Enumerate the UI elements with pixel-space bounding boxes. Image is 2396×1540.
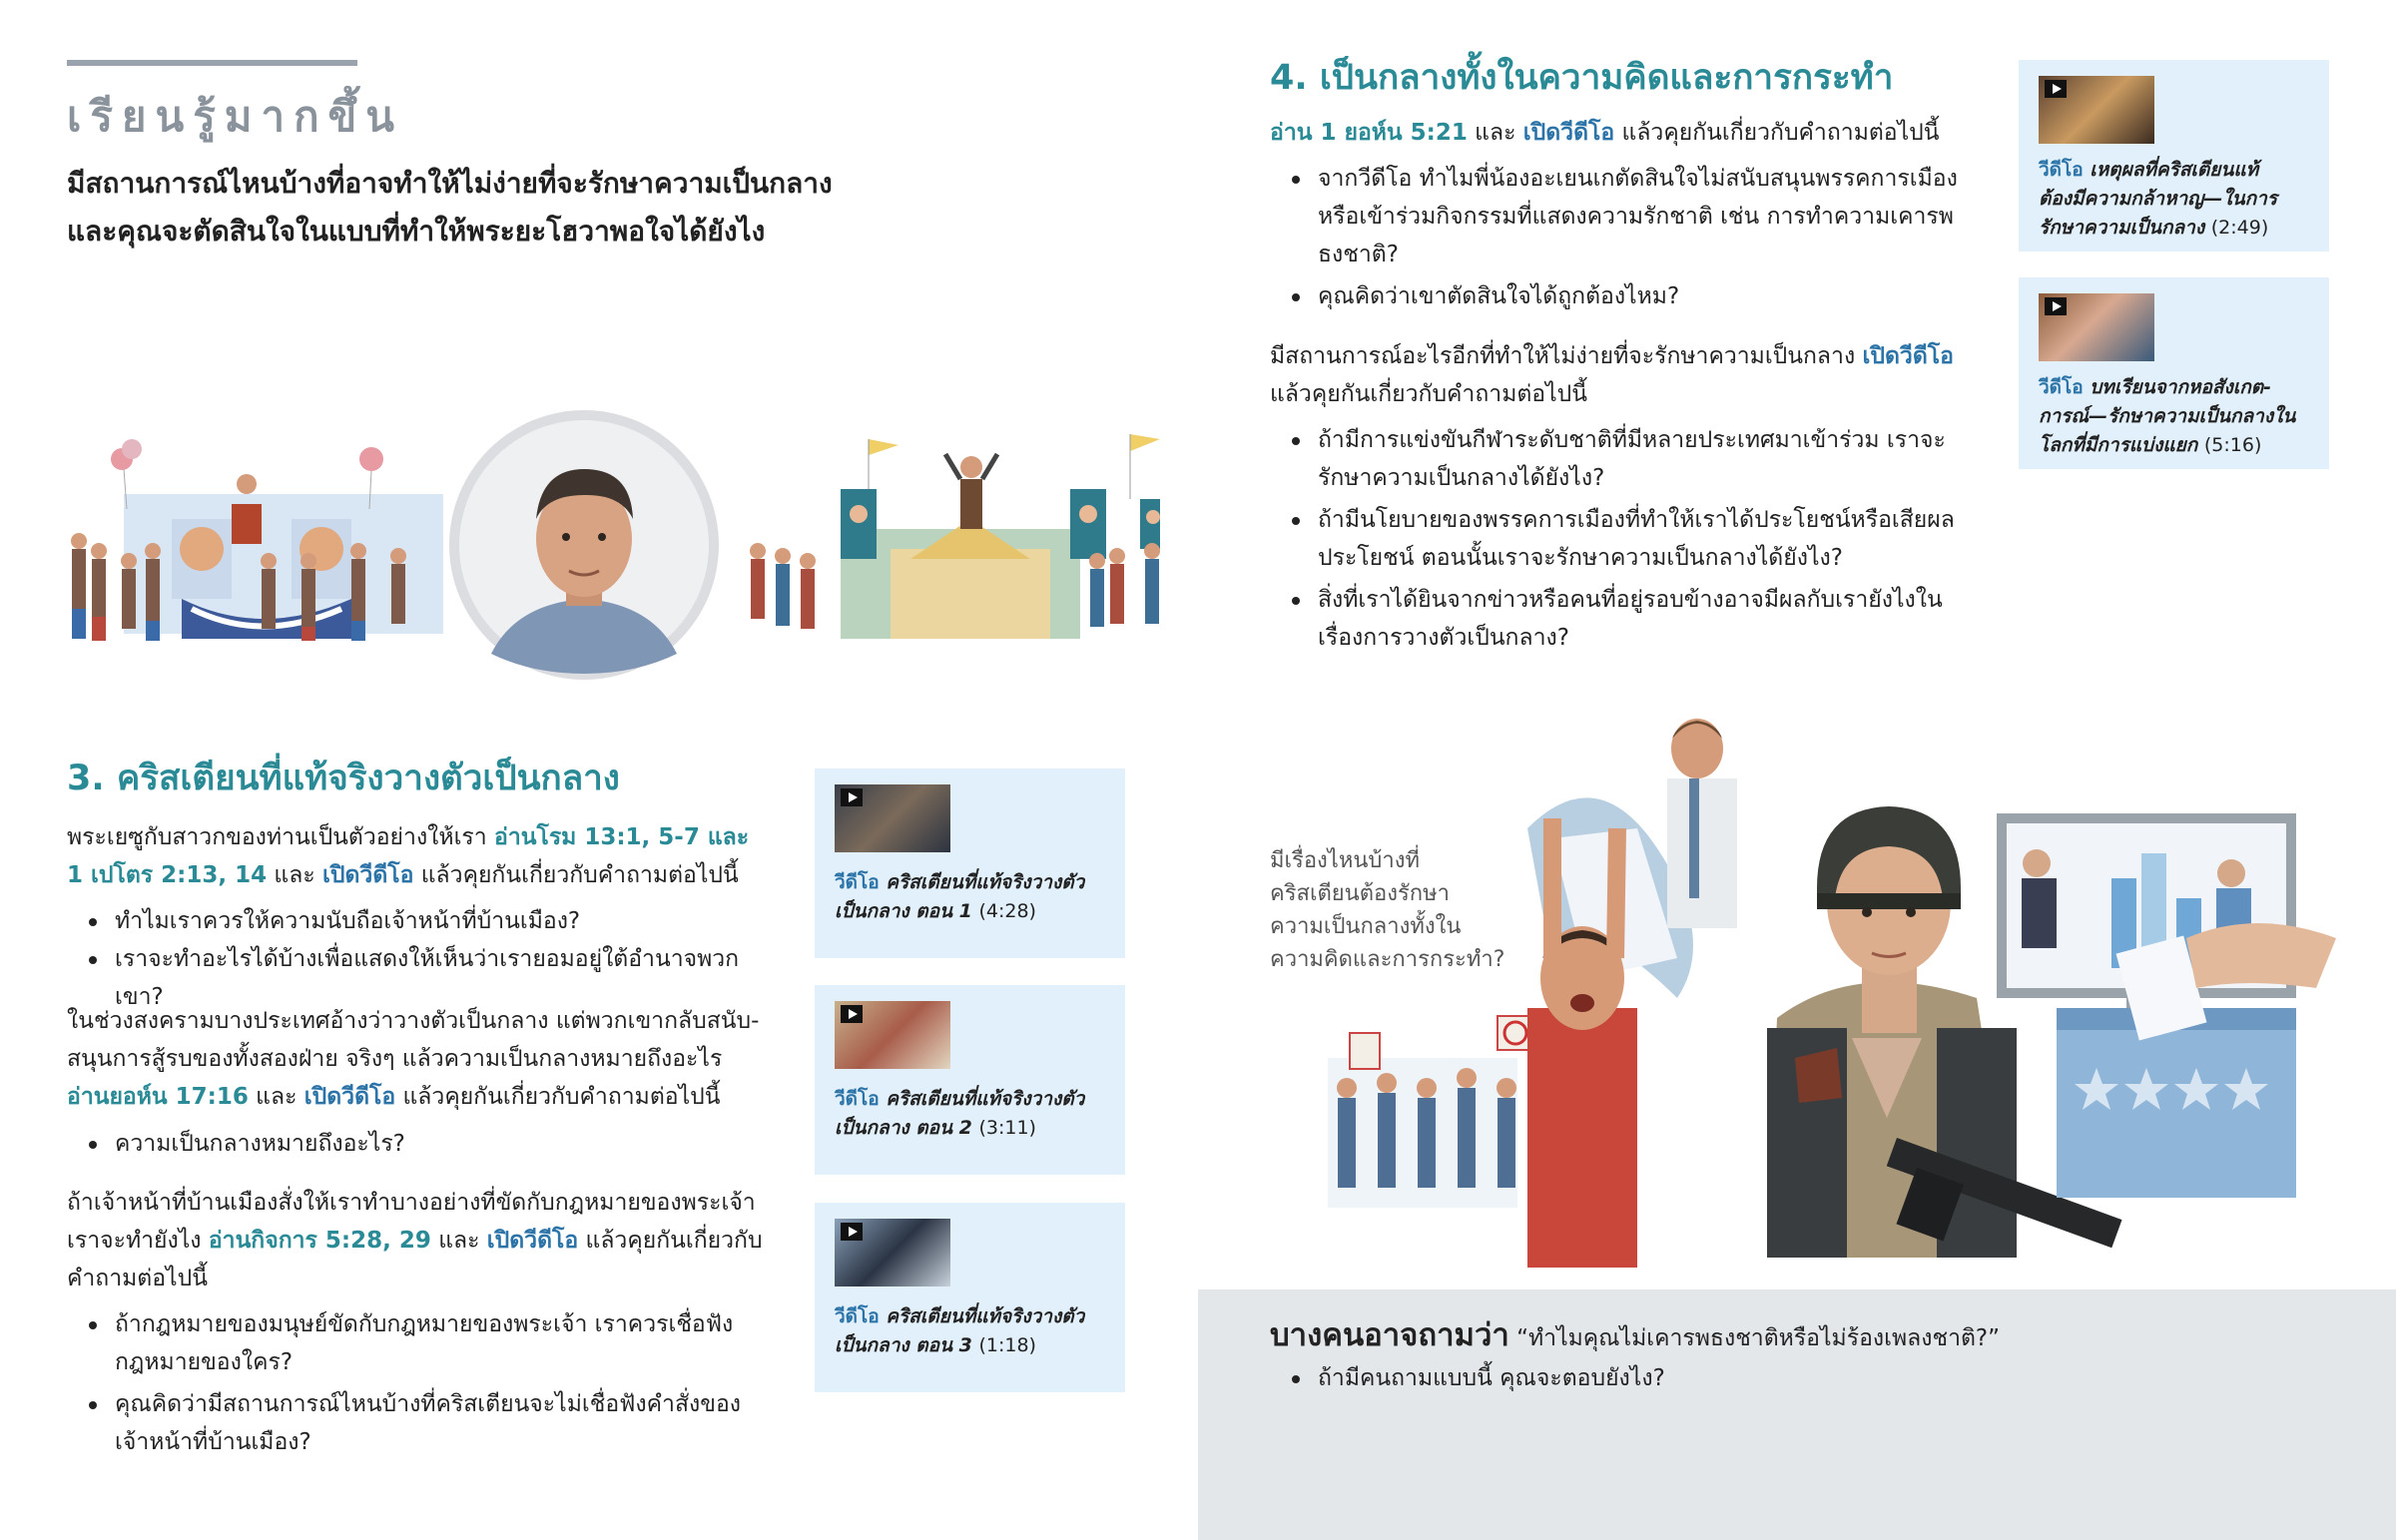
play-icon <box>2045 297 2067 315</box>
illustration-caption: มีเรื่องไหนบ้างที่ คริสเตียนต้องรักษา ความเป็นกลางทั้งใน ความคิดและการกระทำ? <box>1270 848 1505 972</box>
question-item: เราจะทำอะไรได้บ้างเพื่อแสดงให้เห็นว่าเรายอมอยู่ใต้อำนาจพวกเขา? <box>67 940 786 1016</box>
someone-asks-panel <box>1198 1289 2396 1540</box>
section-3-questions-3 <box>67 1305 786 1461</box>
section-4-paragraph-2: มีสถานการณ์อะไรอีกที่ทำให้ไม่ง่ายที่จะรักษาความเป็นกลาง เปิดวีดีโอ แล้วคุยกันเกี่ยวกับคำถามต่อไปนี้ <box>1270 343 1954 407</box>
question-item: สิ่งที่เราได้ยินจากข่าวหรือคนที่อยู่รอบข้างอาจมีผลกับเรายังไงใน เรื่องการวางตัวเป็นกลาง? <box>1270 581 1969 657</box>
read-1-peter-link[interactable]: 1 เปโตร 2:13, 14 <box>67 862 268 888</box>
question-item: ทำไมเราควรให้ความนับถือเจ้าหน้าที่บ้านเมือง? <box>67 902 786 940</box>
section-3-questions-2 <box>67 1125 786 1163</box>
read-acts-link[interactable]: อ่านกิจการ 5:28, 29 <box>208 1228 431 1254</box>
someone-asks-label: บางคนอาจถามว่า <box>1270 1317 1509 1353</box>
read-john-link[interactable]: อ่านยอห์น 17:16 <box>67 1084 249 1110</box>
video-thumbnail[interactable] <box>2039 76 2154 144</box>
question-item: จากวีดีโอ ทำไมพี่น้องอะเยนเกตัดสินใจไม่สนับสนุนพรรคการเมือง หรือเข้าร่วมกิจกรรมที่แสดงความรักชาติ เช่น การทำความเคารพ ธงชาติ? <box>1270 160 1969 273</box>
intro-question: มีสถานการณ์ไหนบ้างที่อาจทำให้ไม่ง่ายที่จะรักษาความเป็นกลาง และคุณจะตัดสินใจในแบบที่ทำให้พระยะโฮวาพอใจได้ยังไง <box>67 167 833 248</box>
election-rally-illustration <box>62 399 1160 689</box>
heading-rule <box>67 60 357 66</box>
section-4-title: 4. เป็นกลางทั้งในความคิดและการกระทำ <box>1270 58 1894 98</box>
video-card-3[interactable]: วีดีโอ คริสเตียนที่แท้จริงวางตัว เป็นกลาง ตอน 3 (1:18) <box>815 1203 1125 1392</box>
video-thumbnail[interactable] <box>835 784 950 852</box>
play-video-link-4b[interactable]: เปิดวีดีโอ <box>1862 343 1954 369</box>
question-item: ถ้ากฎหมายของมนุษย์ขัดกับกฎหมายของพระเจ้า เราควรเชื่อฟัง กฎหมายของใคร? <box>67 1305 786 1381</box>
neutrality-illustration <box>1298 699 2396 1297</box>
video-thumbnail[interactable] <box>835 1001 950 1069</box>
video-thumbnail[interactable] <box>835 1219 950 1286</box>
section-4-paragraph-1: อ่าน 1 ยอห์น 5:21 และ เปิดวีดีโอ แล้วคุยกันเกี่ยวกับคำถามต่อไปนี้ <box>1270 120 1940 146</box>
someone-asks-quote: “ทำไมคุณไม่เคารพธงชาติหรือไม่ร้องเพลงชาติ?” <box>1516 1325 2001 1351</box>
read-1-john-link[interactable]: อ่าน 1 ยอห์น 5:21 <box>1270 120 1468 146</box>
question-item: คุณคิดว่าเขาตัดสินใจได้ถูกต้องไหม? <box>1270 277 1969 315</box>
video-thumbnail[interactable] <box>2039 293 2154 361</box>
section-4-questions-1 <box>1270 160 1969 315</box>
someone-asks-questions <box>1270 1359 2168 1397</box>
play-icon <box>2045 80 2067 98</box>
section-3-paragraph-1: พระเยซูกับสาวกของท่านเป็นตัวอย่างให้เรา อ่านโรม 13:1, 5-7 และ 1 เปโตร 2:13, 14 และ เปิดวีดีโอ แล้วคุยกันเกี่ยวกับคำถามต่อไปนี้ <box>67 824 750 888</box>
read-romans-link[interactable]: อ่านโรม 13:1, 5-7 และ <box>494 824 750 850</box>
video-card-5[interactable]: วีดีโอ บทเรียนจากหอสังเกต- การณ์—รักษาความเป็นกลางใน โลกที่มีการแบ่งแยก (5:16) <box>2019 277 2329 469</box>
play-video-link-3b[interactable]: เปิดวีดีโอ <box>303 1084 396 1110</box>
play-video-link-3c[interactable]: เปิดวีดีโอ <box>486 1228 579 1254</box>
question-item: ถ้ามีคนถามแบบนี้ คุณจะตอบยังไง? <box>1270 1359 2168 1397</box>
play-icon <box>841 788 863 806</box>
play-icon <box>841 1005 863 1023</box>
play-video-link-3a[interactable]: เปิดวีดีโอ <box>322 862 414 888</box>
question-item: ความเป็นกลางหมายถึงอะไร? <box>67 1125 786 1163</box>
question-item: ถ้ามีนโยบายของพรรคการเมืองที่ทำให้เราได้ประโยชน์หรือเสียผล ประโยชน์ ตอนนั้นเราจะรักษาความเป็นกลางได้ยังไง? <box>1270 501 1969 577</box>
video-card-1[interactable]: วีดีโอ คริสเตียนที่แท้จริงวางตัว เป็นกลาง ตอน 1 (4:28) <box>815 769 1125 958</box>
section-3-questions-1 <box>67 902 786 1016</box>
play-icon <box>841 1223 863 1241</box>
question-item: คุณคิดว่ามีสถานการณ์ไหนบ้างที่คริสเตียนจะไม่เชื่อฟังคำสั่งของ เจ้าหน้าที่บ้านเมือง? <box>67 1385 786 1461</box>
section-3-paragraph-2: ในช่วงสงครามบางประเทศอ้างว่าวางตัวเป็นกลาง แต่พวกเขากลับสนับ- สนุนการสู้รบของทั้งสองฝ่าย จริงๆ แล้วความเป็นกลางหมายถึงอะไร อ่านยอห์น 17:16 และ เปิดวีดีโอ แล้วคุยกันเกี่ยวกับคำถามต่อไปนี้ <box>67 1008 760 1110</box>
section-3-title: 3. คริสเตียนที่แท้จริงวางตัวเป็นกลาง <box>67 759 620 798</box>
section-3-paragraph-3: ถ้าเจ้าหน้าที่บ้านเมืองสั่งให้เราทำบางอย่างที่ขัดกับกฎหมายของพระเจ้า เราจะทำยังไง อ่านกิจการ 5:28, 29 และ เปิดวีดีโอ แล้วคุยกันเกี่ยวกับ คำถามต่อไปนี้ <box>67 1190 763 1291</box>
video-card-4[interactable]: วีดีโอ เหตุผลที่คริสเตียนแท้ ต้องมีความกล้าหาญ—ในการ รักษาความเป็นกลาง (2:49) <box>2019 60 2329 252</box>
learn-more-heading: เรียนรู้มากขึ้น <box>67 92 403 141</box>
section-4-questions-2 <box>1270 421 1969 657</box>
video-card-2[interactable]: วีดีโอ คริสเตียนที่แท้จริงวางตัว เป็นกลาง ตอน 2 (3:11) <box>815 985 1125 1175</box>
question-item: ถ้ามีการแข่งขันกีฬาระดับชาติที่มีหลายประเทศมาเข้าร่วม เราจะ รักษาความเป็นกลางได้ยังไง? <box>1270 421 1969 497</box>
play-video-link-4a[interactable]: เปิดวีดีโอ <box>1522 120 1615 146</box>
